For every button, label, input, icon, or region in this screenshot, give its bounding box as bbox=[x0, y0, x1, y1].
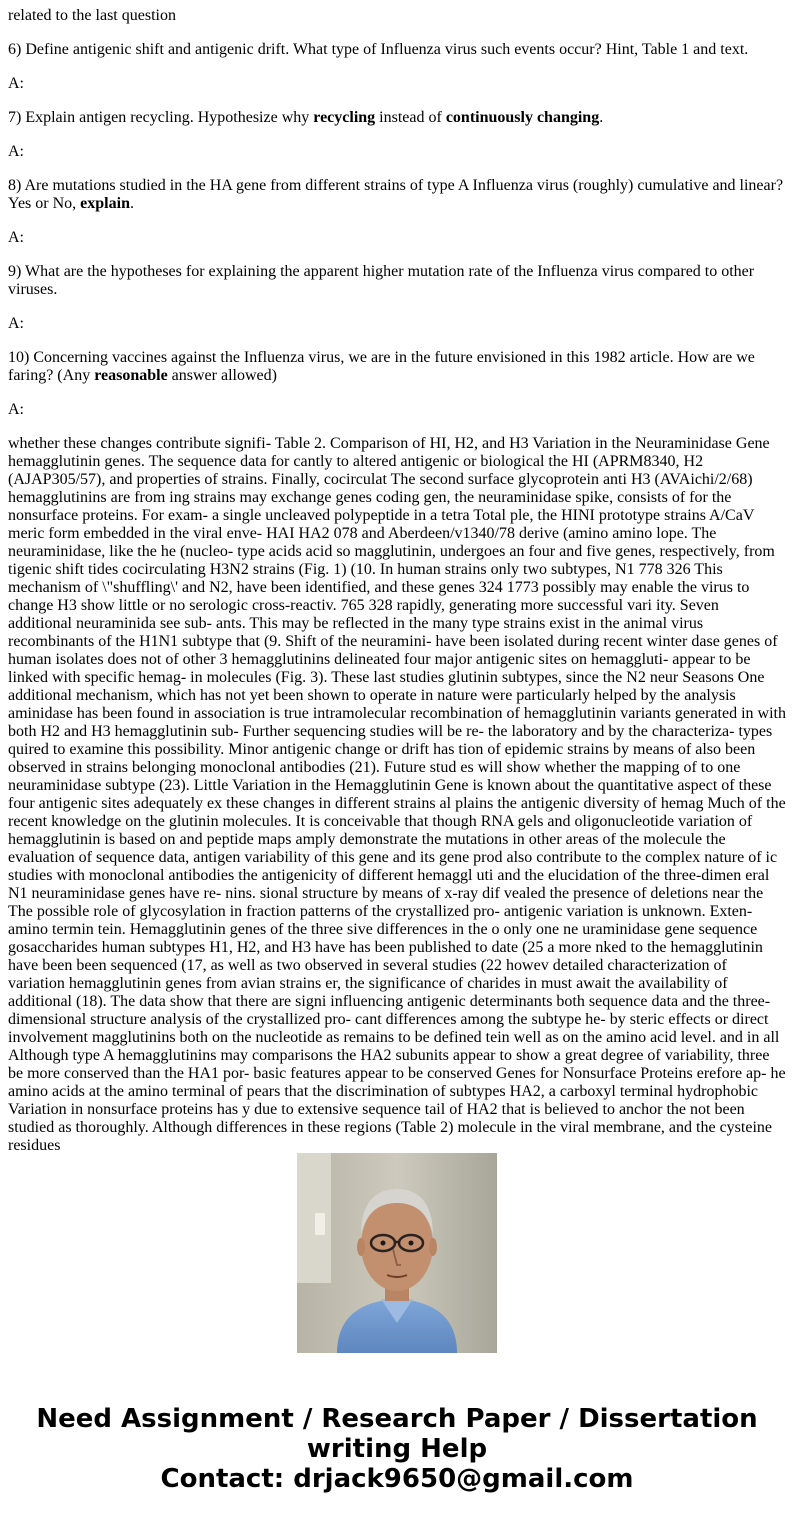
question-text: . bbox=[129, 195, 134, 212]
question-7 bbox=[8, 109, 786, 127]
question-number: 10) bbox=[8, 349, 30, 366]
answer-label: A: bbox=[8, 229, 24, 246]
question-number: 9) bbox=[8, 263, 22, 280]
question-text: What are the hypotheses for explaining the apparent higher mutation rate of the Influenza virus compared to other viruses. bbox=[8, 263, 755, 298]
footer-headline: Need Assignment / Research Paper / Dissertation bbox=[36, 1404, 758, 1434]
question-6 bbox=[8, 41, 786, 59]
question-text: answer allowed) bbox=[167, 367, 277, 384]
answer-label: A: bbox=[8, 143, 24, 160]
question-text: Concerning vaccines against the Influenza virus, we are in the future envisioned in this 1982 article. How are we faring? (Any bbox=[8, 349, 755, 384]
question-text: . bbox=[599, 109, 604, 126]
intro-line: related to the last question bbox=[8, 7, 176, 24]
document-body bbox=[8, 0, 786, 1154]
answer-label: A: bbox=[8, 315, 24, 332]
question-emphasis: continuously changing bbox=[445, 109, 600, 126]
question-number: 7) bbox=[8, 109, 22, 126]
avatar bbox=[297, 1153, 497, 1353]
question-emphasis: explain bbox=[80, 195, 130, 212]
footer-contact: Contact: drjack9650@gmail.com bbox=[160, 1464, 634, 1494]
question-emphasis: recycling bbox=[313, 109, 376, 126]
question-number: 8) bbox=[8, 177, 22, 194]
answer-label: A: bbox=[8, 401, 24, 418]
question-8 bbox=[8, 177, 786, 213]
question-10 bbox=[8, 349, 786, 385]
question-text: Explain antigen recycling. Hypothesize why bbox=[25, 109, 314, 126]
scanned-article-text: whether these changes contribute signifi- Table 2. Comparison of HI, H2, and H3 Variation in the Neuraminidase Gene hemagglutinin genes. The sequence data for cantly to altered antigenic or biological the HI (APRM8340, H2 (AJAP305/57), and properties of strains. Finally, cocirculat The second surface glycoprotein anti H3 (AVAichi/2/68) hemagglutinins are from ing strains may exchange genes coding gen, the neuraminidase spike, consists of for the nonsurface proteins. For exam- a single uncleaved polypeptide in a tetra Total ple, the HINI prototype strains A/CaV meric form embedded in the viral enve- HAI HA2 078 and Aberdeen/v1340/78 derive (amino amino lope. The neuraminidase, like the he (nucleo- type acids acid so magglutinin, undergoes an four and five genes, respectively, from tigenic shift tides cocirculating H3N2 strains (Fig. 1) (10. In human strains only two subtypes, N1 778 326 This mechanism of \"shuffling\' and N2, have been identified, and these genes 324 1773 possibly may enable the virus to change H3 show little or no serologic cross-reactiv. 765 328 rapidly, generating more successful vari ity. Seven additional neuraminida see sub- ants. This may be reflected in the many type strains exist in the animal virus recombinants of the H1N1 subtype that (9. Shift of the neuramini- have been isolated during recent winter dase genes of human isolates does not of other 3 hemagglutinins delineated four major antigenic sites on hemaggluti- appear to be linked with specific hemag- in molecules (Fig. 3). These last studies glutinin subtypes, since the N2 neur Seasons One additional mechanism, which has not yet been shown to operate in nature were particularly helped by the analysis aminidase has been found in association is true intramolecular recombination of hemagglutinin variants generated in with both H2 and H3 hemagglutinin sub- Further sequencing studies will be re- the laboratory and by the characteriza- types quired to examine this possibility. Minor antigenic change or drift has tion of epidemic strains by means of also been observed in strains belonging monoclonal antibodies (21). Future stud es will show whether the mapping of to one neuraminidase subtype (23). Little Variation in the Hemagglutinin Gene is known about the quantitative aspect of these four antigenic sites adequately ex these changes in different strains al plains the antigenic diversity of hemag Much of the recent knowledge on the glutinin molecules. It is conceivable that though RNA gels and oligonucleotide variation of hemagglutinin is based on and peptide maps amply demonstrate the mutations in other areas of the molecule the evaluation of sequence data, antigen variability of this gene and its gene prod also contribute to the complex nature of ic studies with monoclonal antibodies the antigenicity of different hemaggl uti and the elucidation of the three-dimen eral N1 neuraminidase genes have re- nins. sional structure by means of x-ray dif vealed the presence of deletions near the The possible role of glycosylation in fraction patterns of the crystallized pro- antigenic variation is unknown. Exten- amino termin tein. Hemagglutinin genes of the three sive differences in the o only one ne uraminidase gene sequence gosaccharides human subtypes H1, H2, and H3 have has been published to date (25 a more nked to the hemagglutinin have been been sequenced (17, as well as two observed in several studies (22 howev detailed characterization of variation hemagglutinin genes from avian strains er, the significance of charides in must await the availability of additional (18). The data show that there are signi influencing antigenic determinants both sequence data and the three-dimensional structure analysis of the crystallized pro- cant differences among the subtype he- by steric effects or direct involvement magglutinins both on the nucleotide as remains to be defined tein well as on the amino acid level. and in all Although type A hemagglutinins may comparisons the HA2 subunits appear to show a great degree of variability, three be more conserved than the HA1 por- basic features appear to be conserved Genes for Nonsurface Proteins erefore ap- he amino acids at the amino terminal of pears that the discrimination of subtypes HA2, a carboxyl terminal hydrophobic Variation in nonsurface proteins has y due to extensive sequence tail of HA2 that is believed to anchor the not been studied as thoroughly. Although differences in these regions (Table 2) molecule in the viral membrane, and the cysteine residues bbox=[8, 435, 786, 1154]
answer-label: A: bbox=[8, 75, 24, 92]
question-text: Define antigenic shift and antigenic drift. What type of Influenza virus such events occur? Hint, Table 1 and text. bbox=[25, 41, 749, 58]
question-9 bbox=[8, 263, 786, 299]
footer-banner bbox=[0, 1404, 794, 1494]
question-emphasis: reasonable bbox=[94, 367, 168, 384]
portrait-photo bbox=[297, 1153, 497, 1353]
question-text: Are mutations studied in the HA gene from different strains of type A Influenza virus (roughly) cumulative and linear? Yes or No, bbox=[8, 177, 784, 212]
footer-subheadline: writing Help bbox=[306, 1434, 488, 1464]
question-number: 6) bbox=[8, 41, 22, 58]
question-text: instead of bbox=[375, 109, 446, 126]
